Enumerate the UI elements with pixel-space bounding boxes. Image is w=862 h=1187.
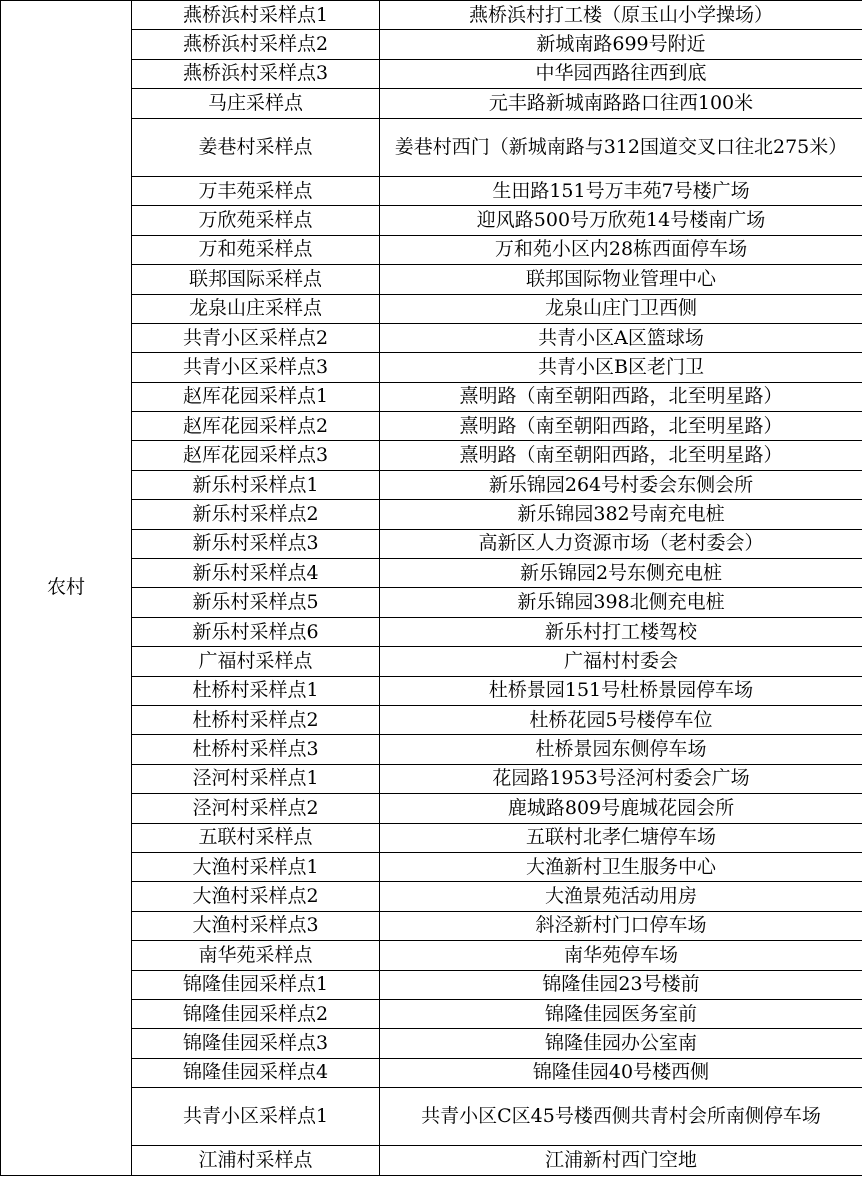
sampling-point-name: 泾河村采样点1 [132, 764, 380, 793]
sampling-point-name: 大渔村采样点1 [132, 852, 380, 881]
sampling-point-address: 花园路1953号泾河村委会广场 [380, 764, 862, 793]
sampling-point-name: 燕桥浜村采样点3 [132, 59, 380, 88]
sampling-point-address: 熹明路（南至朝阳西路，北至明星路） [380, 412, 862, 441]
sampling-point-address: 大渔新村卫生服务中心 [380, 852, 862, 881]
sampling-point-name: 江浦村采样点 [132, 1146, 380, 1175]
sampling-point-name: 南华苑采样点 [132, 941, 380, 970]
sampling-point-name: 共青小区采样点2 [132, 323, 380, 352]
category-cell: 农村 [1, 1, 132, 1176]
sampling-point-name: 赵厍花园采样点3 [132, 441, 380, 470]
sampling-point-address: 杜桥景园151号杜桥景园停车场 [380, 676, 862, 705]
sampling-point-address: 新乐锦园264号村委会东侧会所 [380, 470, 862, 499]
sampling-point-address: 元丰路新城南路路口往西100米 [380, 89, 862, 118]
sampling-point-name: 锦隆佳园采样点4 [132, 1058, 380, 1087]
sampling-point-address: 锦隆佳园办公室南 [380, 1029, 862, 1058]
sampling-point-address: 新乐锦园2号东侧充电桩 [380, 559, 862, 588]
sampling-point-address: 江浦新村西门空地 [380, 1146, 862, 1175]
sampling-point-address: 共青小区B区老门卫 [380, 353, 862, 382]
sampling-point-address: 广福村村委会 [380, 647, 862, 676]
sampling-point-address: 共青小区A区篮球场 [380, 323, 862, 352]
sampling-point-address: 龙泉山庄门卫西侧 [380, 294, 862, 323]
sampling-point-address: 万和苑小区内28栋西面停车场 [380, 235, 862, 264]
sampling-point-name: 姜巷村采样点 [132, 118, 380, 176]
sampling-point-address: 杜桥景园东侧停车场 [380, 735, 862, 764]
sampling-point-name: 五联村采样点 [132, 823, 380, 852]
sampling-point-name: 新乐村采样点6 [132, 617, 380, 646]
sampling-point-name: 广福村采样点 [132, 647, 380, 676]
sampling-point-address: 熹明路（南至朝阳西路，北至明星路） [380, 382, 862, 411]
sampling-point-address: 姜巷村西门（新城南路与312国道交叉口往北275米） [380, 118, 862, 176]
sampling-point-name: 大渔村采样点3 [132, 911, 380, 940]
sampling-point-name: 龙泉山庄采样点 [132, 294, 380, 323]
sampling-point-name: 杜桥村采样点1 [132, 676, 380, 705]
sampling-point-name: 新乐村采样点1 [132, 470, 380, 499]
sampling-point-name: 燕桥浜村采样点1 [132, 1, 380, 30]
sampling-point-address: 联邦国际物业管理中心 [380, 265, 862, 294]
sampling-point-address: 杜桥花园5号楼停车位 [380, 705, 862, 734]
sampling-point-name: 大渔村采样点2 [132, 882, 380, 911]
sampling-point-address: 生田路151号万丰苑7号楼广场 [380, 176, 862, 205]
sampling-point-name: 新乐村采样点5 [132, 588, 380, 617]
sampling-point-address: 南华苑停车场 [380, 941, 862, 970]
sampling-point-name: 锦隆佳园采样点1 [132, 970, 380, 999]
sampling-point-address: 新城南路699号附近 [380, 30, 862, 59]
sampling-point-address: 新乐村打工楼驾校 [380, 617, 862, 646]
sampling-point-address: 熹明路（南至朝阳西路，北至明星路） [380, 441, 862, 470]
sampling-point-name: 锦隆佳园采样点2 [132, 999, 380, 1028]
sampling-point-name: 杜桥村采样点3 [132, 735, 380, 764]
sampling-point-name: 共青小区采样点3 [132, 353, 380, 382]
sampling-point-name: 万欣苑采样点 [132, 206, 380, 235]
sampling-point-name: 联邦国际采样点 [132, 265, 380, 294]
sampling-point-address: 五联村北孝仁塘停车场 [380, 823, 862, 852]
sampling-point-address: 锦隆佳园40号楼西侧 [380, 1058, 862, 1087]
sampling-point-address: 新乐锦园398北侧充电桩 [380, 588, 862, 617]
sampling-point-address: 斜泾新村门口停车场 [380, 911, 862, 940]
sampling-point-address: 锦隆佳园医务室前 [380, 999, 862, 1028]
sampling-point-name: 新乐村采样点4 [132, 559, 380, 588]
sampling-point-name: 新乐村采样点3 [132, 529, 380, 558]
sampling-point-name: 泾河村采样点2 [132, 794, 380, 823]
sampling-point-address: 高新区人力资源市场（老村委会） [380, 529, 862, 558]
sampling-point-name: 杜桥村采样点2 [132, 705, 380, 734]
sampling-point-name: 万和苑采样点 [132, 235, 380, 264]
sampling-point-name: 燕桥浜村采样点2 [132, 30, 380, 59]
sampling-point-address: 新乐锦园382号南充电桩 [380, 500, 862, 529]
sampling-point-name: 锦隆佳园采样点3 [132, 1029, 380, 1058]
sampling-point-address: 共青小区C区45号楼西侧共青村会所南侧停车场 [380, 1088, 862, 1146]
sampling-point-address: 大渔景苑活动用房 [380, 882, 862, 911]
sampling-point-name: 赵厍花园采样点2 [132, 412, 380, 441]
sampling-point-address: 燕桥浜村打工楼（原玉山小学操场） [380, 1, 862, 30]
table-row [1, 1, 862, 30]
sampling-point-name: 共青小区采样点1 [132, 1088, 380, 1146]
sampling-point-address: 锦隆佳园23号楼前 [380, 970, 862, 999]
sampling-point-name: 新乐村采样点2 [132, 500, 380, 529]
sampling-point-address: 鹿城路809号鹿城花园会所 [380, 794, 862, 823]
sampling-point-address: 迎风路500号万欣苑14号楼南广场 [380, 206, 862, 235]
sampling-point-name: 赵厍花园采样点1 [132, 382, 380, 411]
sampling-point-name: 万丰苑采样点 [132, 176, 380, 205]
sampling-point-address: 中华园西路往西到底 [380, 59, 862, 88]
sampling-point-name: 马庄采样点 [132, 89, 380, 118]
table-body [1, 1, 862, 1176]
